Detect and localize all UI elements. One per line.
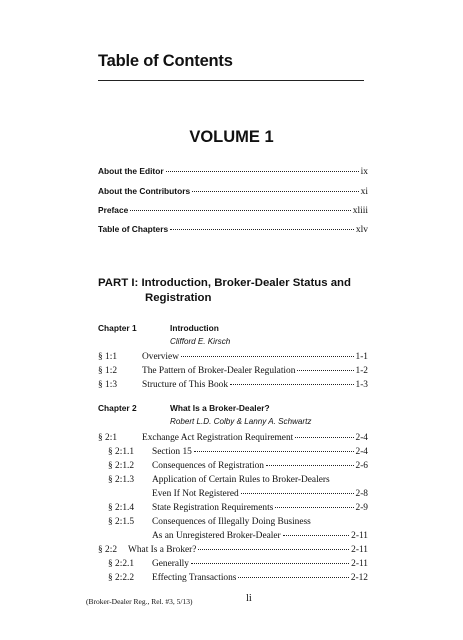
section-page: 2-11 (351, 559, 368, 569)
toc-entry-label: Preface (98, 205, 129, 215)
section-title: Generally (152, 559, 189, 569)
dot-leader (130, 210, 350, 211)
section-title-continued: Even If Not Registered (152, 489, 239, 499)
section-number: § 1:1 (98, 352, 118, 362)
toc-entry-label: About the Contributors (98, 186, 191, 196)
dot-leader (198, 549, 349, 550)
toc-section-2-1-1[interactable] (108, 447, 368, 457)
section-title: State Registration Requirements (152, 503, 274, 513)
section-number: § 2:1 (98, 433, 118, 443)
dot-leader (297, 370, 353, 371)
section-title: The Pattern of Broker-Dealer Regulation (142, 366, 296, 376)
toc-entry-table-of-chapters[interactable] (98, 224, 368, 235)
dot-leader (266, 465, 354, 466)
toc-entry-preface[interactable] (98, 205, 368, 216)
section-title: Application of Certain Rules to Broker-Dealers (152, 475, 330, 485)
dot-leader (194, 451, 354, 452)
toc-section-2-1[interactable] (98, 433, 368, 443)
section-number: § 2:1.5 (108, 517, 135, 527)
section-page: 2-9 (355, 503, 368, 513)
section-number: § 2:1.3 (108, 475, 135, 485)
dot-leader (241, 493, 354, 494)
toc-entry-page: ix (360, 167, 368, 177)
toc-section-2-1-2[interactable] (108, 461, 368, 471)
toc-section-1-3[interactable] (98, 380, 368, 390)
chapter-author: Robert L.D. Colby & Lanny A. Schwartz (170, 417, 312, 426)
section-page: 2-12 (350, 573, 368, 583)
toc-section-2-1-5[interactable] (108, 517, 311, 527)
toc-section-1-2[interactable] (98, 366, 368, 376)
section-number: § 2:2 (98, 545, 118, 555)
section-title: What Is a Broker? (128, 545, 197, 555)
section-number: § 2:2.2 (108, 573, 135, 583)
chapter-author: Clifford E. Kirsch (170, 337, 231, 346)
dot-leader (192, 191, 359, 192)
toc-entry-page: xi (360, 187, 368, 197)
dot-leader (170, 229, 354, 230)
toc-entry-page: xlv (355, 225, 368, 235)
section-page: 2-11 (351, 531, 368, 541)
dot-leader (191, 563, 349, 564)
section-title: Consequences of Illegally Doing Business (152, 517, 311, 527)
toc-section-2-1-3-continued[interactable] (152, 489, 368, 499)
chapter-number: Chapter 2 (98, 403, 137, 413)
toc-section-1-1[interactable] (98, 352, 368, 362)
toc-entry-about-editor[interactable] (98, 166, 368, 177)
section-page: 2-4 (355, 447, 368, 457)
section-title: Section 15 (152, 447, 192, 457)
section-title: Consequences of Registration (152, 461, 264, 471)
chapter-number: Chapter 1 (98, 323, 137, 333)
chapter-heading-2[interactable] (98, 403, 270, 413)
dot-leader (283, 535, 349, 536)
page-title: Table of Contents (98, 52, 233, 70)
footer-release-note: (Broker-Dealer Reg., Rel. #3, 5/13) (86, 597, 193, 606)
toc-entry-about-contributors[interactable] (98, 186, 368, 197)
section-page: 1-2 (355, 366, 368, 376)
part-heading-line2: Registration (145, 292, 212, 304)
section-title: Exchange Act Registration Requirement (142, 433, 294, 443)
toc-entry-label: Table of Chapters (98, 224, 169, 234)
dot-leader (275, 507, 353, 508)
section-page: 1-3 (355, 380, 368, 390)
section-number: § 2:1.2 (108, 461, 135, 471)
chapter-title: What Is a Broker-Dealer? (170, 403, 270, 413)
section-page: 2-4 (355, 433, 368, 443)
section-page: 2-8 (355, 489, 368, 499)
section-title: Effecting Transactions (152, 573, 237, 583)
toc-section-2-1-4[interactable] (108, 503, 368, 513)
toc-section-2-2-2[interactable] (108, 573, 368, 583)
section-title: Overview (142, 352, 179, 362)
section-page: 1-1 (355, 352, 368, 362)
section-number: § 1:3 (98, 380, 118, 390)
toc-section-2-1-3[interactable] (108, 475, 330, 485)
section-page: 2-11 (351, 545, 368, 555)
section-number: § 2:1.1 (108, 447, 135, 457)
section-title-continued: As an Unregistered Broker-Dealer (152, 531, 281, 541)
toc-section-2-2[interactable] (98, 545, 368, 555)
dot-leader (238, 577, 348, 578)
dot-leader (295, 437, 353, 438)
part-heading (98, 276, 388, 306)
toc-section-2-2-1[interactable] (108, 559, 368, 569)
part-heading-line1: PART I: Introduction, Broker-Dealer Status and (98, 277, 351, 289)
title-divider (98, 80, 364, 81)
dot-leader (181, 356, 354, 357)
section-number: § 2:2.1 (108, 559, 135, 569)
toc-section-2-1-5-continued[interactable] (152, 531, 368, 541)
section-number: § 2:1.4 (108, 503, 135, 513)
toc-entry-label: About the Editor (98, 166, 164, 176)
section-page: 2-6 (355, 461, 368, 471)
dot-leader (166, 171, 359, 172)
section-title: Structure of This Book (142, 380, 229, 390)
section-number: § 1:2 (98, 366, 118, 376)
page-number: li (246, 593, 252, 604)
chapter-heading-1[interactable] (98, 323, 219, 333)
dot-leader (230, 384, 353, 385)
toc-entry-page: xliii (352, 206, 368, 216)
chapter-title: Introduction (170, 323, 219, 333)
volume-heading: VOLUME 1 (189, 128, 274, 146)
